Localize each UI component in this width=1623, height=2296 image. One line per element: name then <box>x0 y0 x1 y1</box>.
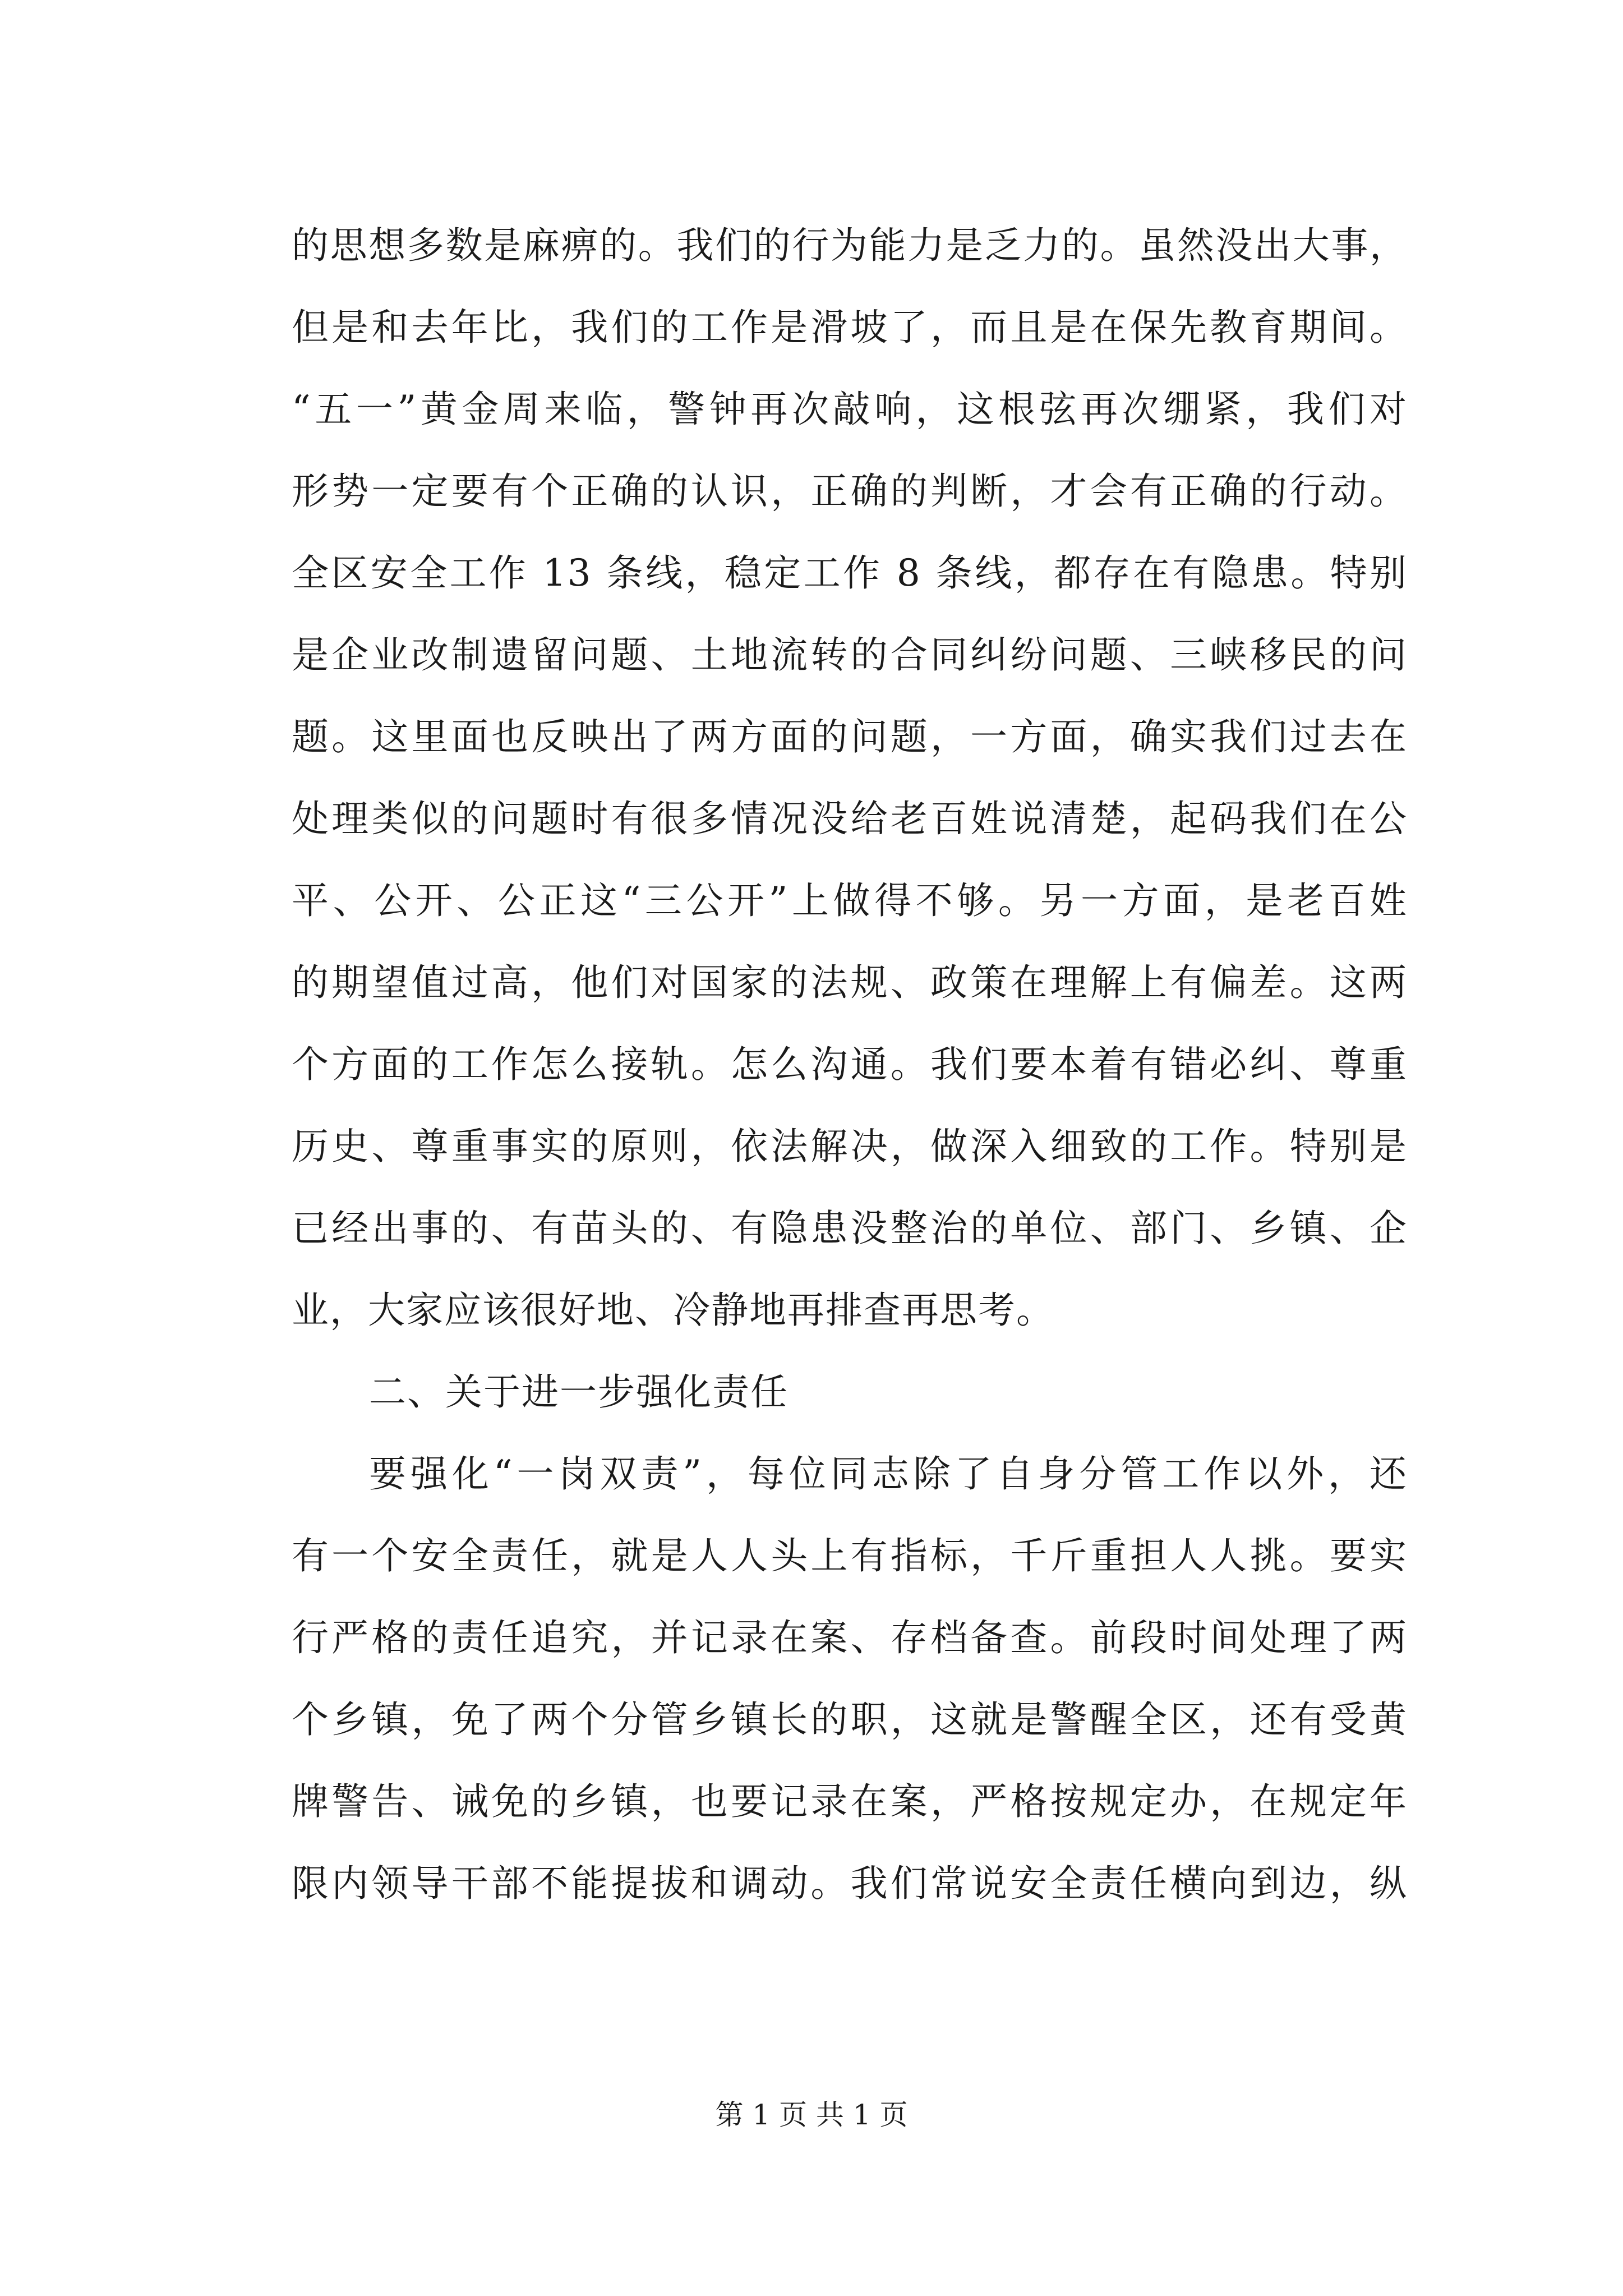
text-line: 限内领导干部不能提拔和调动。我们常说安全责任横向到边，纵 <box>292 1862 1408 1905</box>
text-line: 全区安全工作 13 条线，稳定工作 8 条线，都存在有隐患。特别 <box>292 551 1408 595</box>
text-line: 行严格的责任追究，并记录在案、存档备查。前段时间处理了两 <box>292 1616 1408 1659</box>
text-line: 已经出事的、有苗头的、有隐患没整治的单位、部门、乡镇、企 <box>292 1207 1408 1250</box>
text-line: 个方面的工作怎么接轨。怎么沟通。我们要本着有错必纠、尊重 <box>292 1043 1408 1086</box>
text-line: 形势一定要有个正确的认识，正确的判断，才会有正确的行动。 <box>292 470 1408 513</box>
page-footer: 第 1 页 共 1 页 <box>715 2099 908 2131</box>
text-line: 个乡镇，免了两个分管乡镇长的职，这就是警醒全区，还有受黄 <box>292 1698 1408 1741</box>
text-line: 有一个安全责任，就是人人头上有指标，千斤重担人人挑。要实 <box>292 1534 1408 1577</box>
text-line: 是企业改制遗留问题、土地流转的合同纠纷问题、三峡移民的问 <box>292 633 1408 677</box>
body-text <box>292 205 1408 1925</box>
text-line: 要强化“一岗双责”，每位同志除了自身分管工作以外，还 <box>369 1452 1408 1496</box>
text-line: 业，大家应该很好地、冷静地再排查再思考。 <box>292 1289 1054 1332</box>
text-line: 处理类似的问题时有很多情况没给老百姓说清楚，起码我们在公 <box>292 797 1408 840</box>
text-line: 牌警告、诫免的乡镇，也要记录在案，严格按规定办，在规定年 <box>292 1780 1408 1823</box>
text-line: 的期望值过高，他们对国家的法规、政策在理解上有偏差。这两 <box>292 961 1408 1004</box>
text-line: 但是和去年比，我们的工作是滑坡了，而且是在保先教育期间。 <box>292 306 1408 349</box>
section-heading: 二、关于进一步强化责任 <box>369 1370 789 1414</box>
text-line: 历史、尊重事实的原则，依法解决，做深入细致的工作。特别是 <box>292 1125 1408 1168</box>
text-line: “五一”黄金周来临，警钟再次敲响，这根弦再次绷紧，我们对 <box>292 388 1408 431</box>
text-line: 平、公开、公正这“三公开”上做得不够。另一方面，是老百姓 <box>292 879 1408 922</box>
text-line: 题。这里面也反映出了两方面的问题，一方面，确实我们过去在 <box>292 715 1408 758</box>
text-line: 的思想多数是麻痹的。我们的行为能力是乏力的。虽然没出大事， <box>292 224 1408 267</box>
